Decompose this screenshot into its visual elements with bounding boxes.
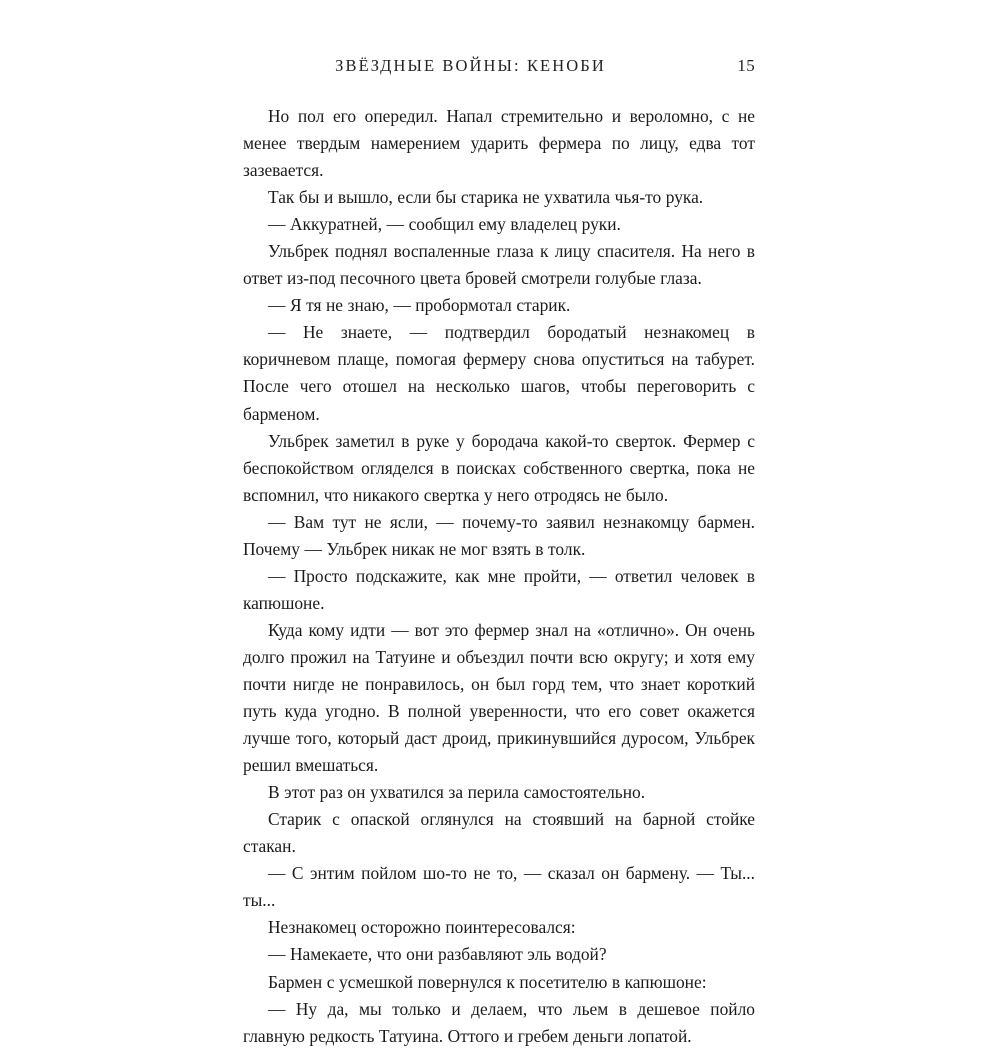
body-paragraph: — Намекаете, что они разбавляют эль водой? — [268, 944, 607, 965]
body-paragraph: Но пол его опередил. Напал стремительно и вероломно, с не менее твердым намерением ударить фермера по лицу, едва тот зазевается. — [243, 106, 755, 181]
body-paragraph: Бармен с усмешкой повернулся к посетителю в капюшоне: — [268, 971, 707, 992]
body-paragraph: — Вам тут не ясли, — почему-то заявил незнакомцу бармен. Почему — Ульбрек никак не мог взять в толк. — [243, 511, 755, 559]
body-paragraph: Старик с опаской оглянулся на стоявший на барной стойке стакан. — [243, 809, 755, 857]
body-paragraph: — С энтим пойлом шо-то не то, — сказал он бармену. — Ты... ты... — [243, 863, 755, 911]
page-number: 15 — [737, 56, 755, 75]
body-paragraph: — Я тя не знаю, — пробормотал старик. — [268, 295, 571, 316]
body-paragraph: — Просто подскажите, как мне пройти, — ответил человек в капюшоне. — [243, 565, 755, 613]
body-paragraph: — Аккуратней, — сообщил ему владелец руки. — [268, 214, 621, 235]
body-paragraph: Незнакомец осторожно поинтересовался: — [268, 917, 576, 938]
body-paragraph: Ульбрек заметил в руке у бородача какой-то сверток. Фермер с беспокойством огляделся в поисках собственного свертка, пока не вспомнил, что никакого свертка у него отродясь не было. — [243, 430, 755, 505]
body-paragraph: В этот раз он ухватился за перила самостоятельно. — [268, 782, 646, 803]
body-text-block — [243, 103, 755, 1050]
body-paragraph: Ульбрек поднял воспаленные глаза к лицу спасителя. На него в ответ из-под песочного цвета бровей смотрели голубые глаза. — [243, 241, 755, 289]
running-head — [243, 56, 755, 82]
body-paragraph: — Ну да, мы только и делаем, что льем в дешевое пойло главную редкость Татуина. Оттого и гребем деньги лопатой. — [243, 998, 755, 1046]
running-head-title: ЗВЁЗДНЫЕ ВОЙНЫ: КЕНОБИ — [335, 56, 606, 75]
body-paragraph: — Не знаете, — подтвердил бородатый незнакомец в коричневом плаще, помогая фермеру снова опуститься на табурет. После чего отошел на несколько шагов, чтобы переговорить с барменом. — [243, 322, 755, 424]
body-paragraph: Куда кому идти — вот это фермер знал на «отлично». Он очень долго прожил на Татуине и объездил почти всю округу; и хотя ему почти нигде не понравилось, он был горд тем, что знает короткий путь куда угодно. В полной уверенности, что его совет окажется лучше того, который даст дроид, прикинувшийся дуросом, Ульбрек решил вмешаться. — [243, 619, 755, 776]
body-paragraph: Так бы и вышло, если бы старика не ухватила чья-то рука. — [268, 187, 704, 208]
